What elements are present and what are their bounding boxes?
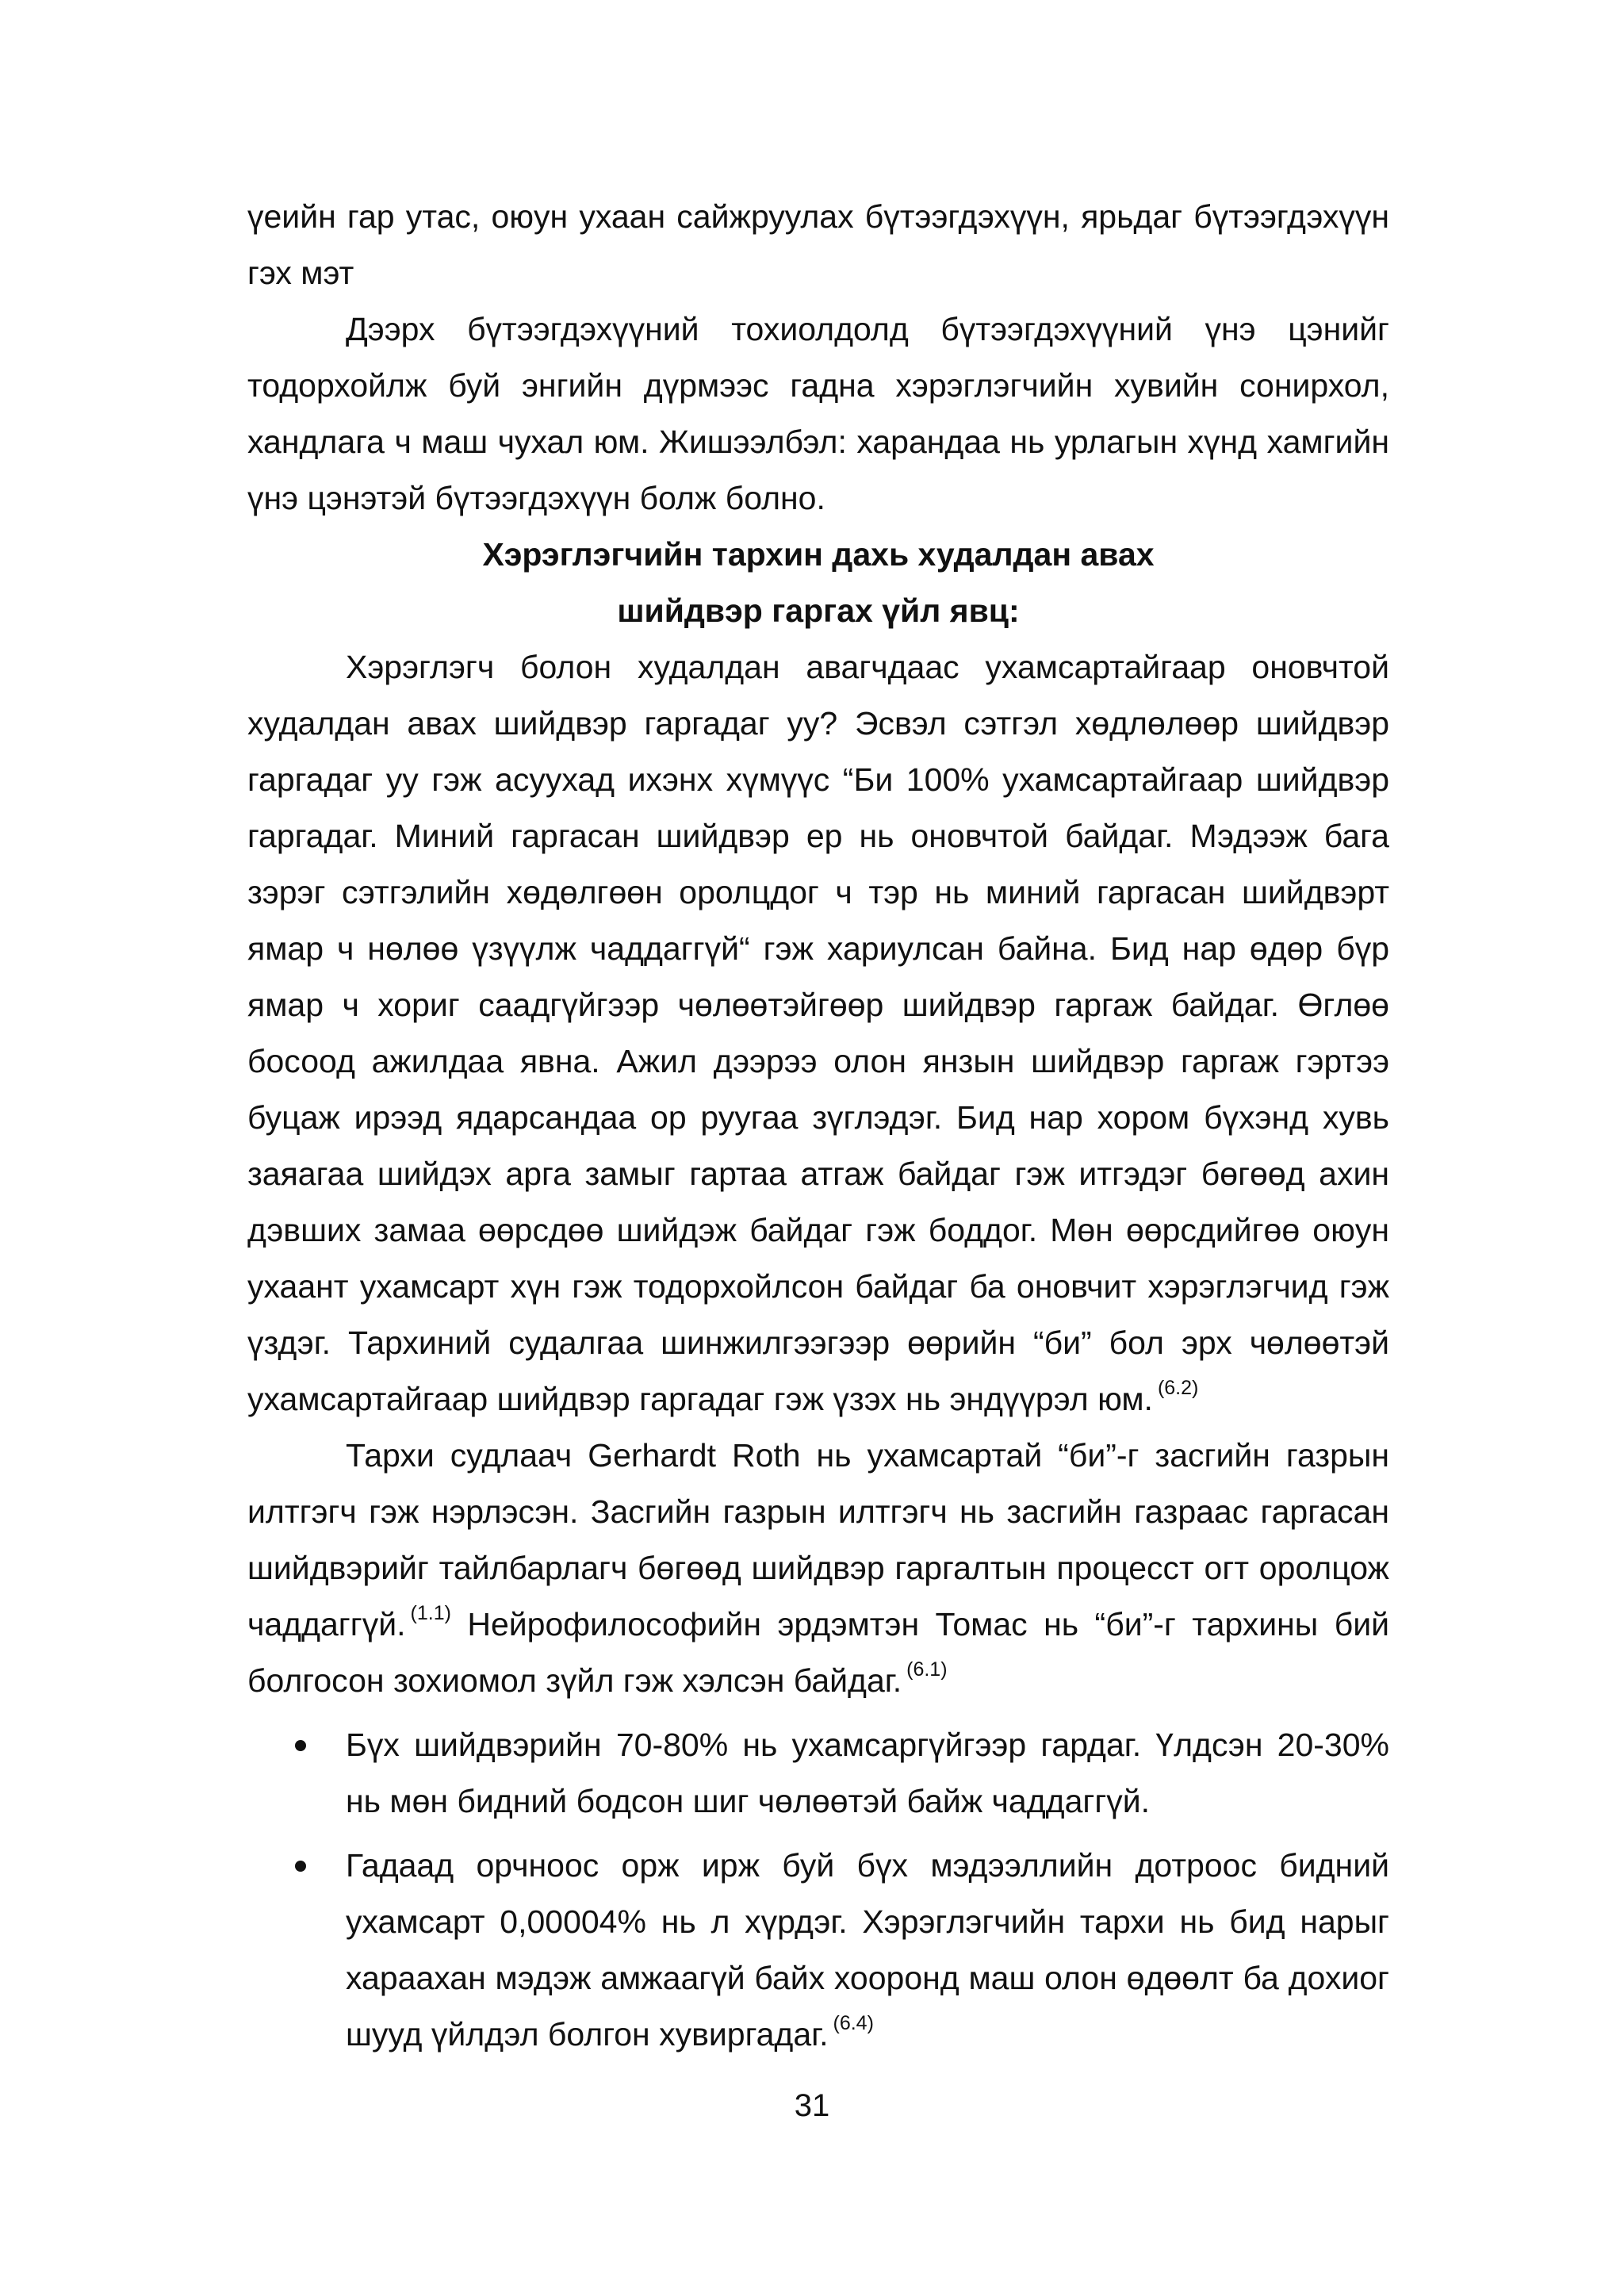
reference-marker: (6.1) xyxy=(906,1658,948,1681)
paragraph-gerhardt-roth xyxy=(247,1428,1389,1709)
bullet-text: Гадаад орчноос орж ирж буй бүх мэдээллийн дотроос бидний ухамсарт 0,00004% нь л хүрдэг. Хэрэглэгчийн тархи нь бид нарыг хараахан мэдэж амжаагүй байх хооронд маш олон өдөөлт ба дохиог шууд үйлдэл болгон хувиргадаг. xyxy=(346,1847,1389,2053)
reference-marker: (6.4) xyxy=(833,2012,874,2034)
bullet-list xyxy=(247,1717,1389,2063)
section-heading-line-2: шийдвэр гаргах үйл явц: xyxy=(617,592,1020,629)
page-content xyxy=(247,189,1389,2063)
bullet-item xyxy=(247,1838,1389,2063)
paragraph-product-value: Дээрх бүтээгдэхүүний тохиолдолд бүтээгдэхүүний үнэ цэнийг тодорхойлж буй энгийн дүрмээс гадна хэрэглэгчийн хувийн сонирхол, хандлага ч маш чухал юм. Жишээлбэл: харандаа нь урлагын хүнд хамгийн үнэ цэнэтэй бүтээгдэхүүн болж болно. xyxy=(247,311,1389,516)
paragraph-decision-process-text: Хэрэглэгч болон худалдан авагчдаас ухамсартайгаар оновчтой худалдан авах шийдвэр гаргадаг уу? Эсвэл сэтгэл хөдлөлөөр шийдвэр гаргадаг уу гэж асуухад ихэнх хүмүүс “Би 100% ухамсартайгаар шийдвэр гаргадаг. Миний гаргасан шийдвэр ер нь оновчтой байдаг. Мэдээж бага зэрэг сэтгэлийн хөдөлгөөн оролцдог ч тэр нь миний гаргасан шийдвэрт ямар ч нөлөө үзүүлж чаддаггүй“ гэж хариулсан байна. Бид нар өдөр бүр ямар ч хориг саадгүйгээр чөлөөтэйгөөр шийдвэр гаргаж байдаг. Өглөө босоод ажилдаа явна. Ажил дээрээ олон янзын шийдвэр гаргаж гэртээ буцаж ирээд ядарсандаа ор руугаа зүглэдэг. Бид нар хором бүхэнд хувь заяагаа шийдэх арга замыг гартаа атгаж байдаг гэж итгэдэг бөгөөд ахин дэвших замаа өөрсдөө шийдэж байдаг гэж боддог. Мөн өөрсдийгөө оюун ухаант ухамсарт хүн гэж тодорхойлсон байдаг ба оновчит хэрэглэгчид гэж үздэг. Тархиний судалгаа шинжилгээгээр өөрийн “би” бол эрх чөлөөтэй ухамсартайгаар шийдвэр гаргадаг гэж үзэх нь эндүүрэл юм. xyxy=(247,649,1389,1417)
paragraph-gerhardt-roth-text-1: Тархи судлаач Gerhardt Roth нь ухамсартай “би”-г засгийн газрын илтгэгч гэж нэрлэсэн. Засгийн газрын илтгэгч нь засгийн газраас гаргасан шийдвэрийг тайлбарлагч бөгөөд шийдвэр гаргалтын процесст огт оролцож чаддаггүй. xyxy=(247,1437,1389,1642)
bullet-item xyxy=(247,1717,1389,1830)
bullet-text: Бүх шийдвэрийн 70-80% нь ухамсаргүйгээр гардаг. Үлдсэн 20-30% нь мөн бидний бодсон шиг чөлөөтэй байж чаддаггүй. xyxy=(346,1727,1389,1819)
paragraph-gerhardt-roth-text-2: Нейрофилософийн эрдэмтэн Томас нь “би”-г тархины бий болгосон зохиомол зүйл гэж хэлсэн байдаг. xyxy=(247,1606,1389,1699)
reference-marker: (1.1) xyxy=(410,1602,451,1624)
reference-marker: (6.2) xyxy=(1157,1377,1199,1399)
section-heading-line-1: Хэрэглэгчийн тархин дахь худалдан авах xyxy=(482,536,1155,573)
bullet-dot-icon xyxy=(295,1861,306,1872)
paragraph-continuation: үеийн гар утас, оюун ухаан сайжруулах бүтээгдэхүүн, ярьдаг бүтээгдэхүүн гэх мэт xyxy=(247,198,1389,291)
bullet-dot-icon xyxy=(295,1740,306,1751)
paragraph-decision-process xyxy=(247,639,1389,1428)
page-number: 31 xyxy=(794,2088,830,2123)
